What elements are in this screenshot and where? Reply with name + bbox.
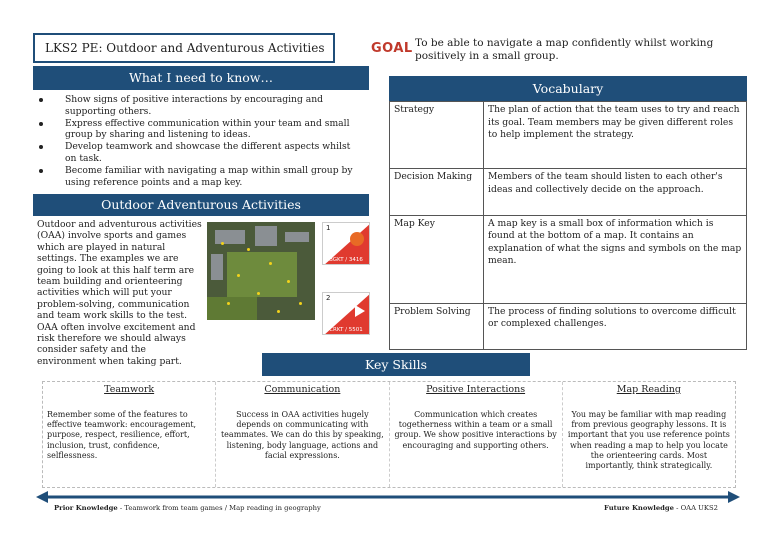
vocabulary-heading: Vocabulary	[389, 76, 747, 101]
card-code: CRKT / 5501	[329, 327, 363, 333]
list-item	[33, 118, 363, 141]
oaa-description: Outdoor and adventurous activities (OAA) involve sports and games which are played in natural settings. The examples we are going to look at this half term are team building and orienteering activities which will put your problem-solving, communication and team work skills to the test. OAA often involve excitement and risk therefore we should always consider safety and the environment when taking part.	[37, 219, 202, 367]
future-knowledge	[604, 504, 718, 512]
table-row	[390, 102, 747, 169]
card-code: BGKT / 3416	[329, 257, 363, 263]
bullet-icon	[39, 122, 43, 126]
bullet-icon	[39, 145, 43, 149]
need-to-know-list	[33, 94, 363, 189]
skill-title: Communication	[264, 384, 341, 395]
card-number: 2	[326, 294, 331, 302]
skill-title: Positive Interactions	[426, 384, 526, 395]
bullet-icon	[39, 98, 43, 102]
list-item-text: Express effective communication within your team and small group by sharing and listening to ideas.	[65, 117, 350, 141]
list-item	[33, 141, 363, 164]
skill-text: Communication which creates togetherness within a team or a small group. We show positive interactions by encouraging and supporting others.	[394, 410, 557, 450]
skill-text: Success in OAA activities hugely depends on communicating with teammates. We can do this by speaking, listening, body language, actions and facial expressions.	[220, 410, 384, 460]
skill-positive-interactions	[390, 382, 563, 487]
orienteering-card	[322, 222, 370, 265]
table-row	[390, 215, 747, 303]
skill-communication	[216, 382, 389, 487]
list-item-text: Show signs of positive interactions by encouraging and supporting others.	[65, 94, 324, 117]
page-title: LKS2 PE: Outdoor and Adventurous Activities	[33, 33, 335, 63]
skill-title: Teamwork	[104, 384, 155, 395]
vocab-term: Decision Making	[390, 169, 484, 215]
goal-statement: To be able to navigate a map confidently whilst working positively in a small group.	[415, 37, 714, 62]
card-number: 1	[326, 224, 331, 232]
list-item	[33, 94, 363, 117]
vocab-definition: The process of finding solutions to overcome difficult or complexed challenges.	[484, 303, 747, 349]
bullet-icon	[39, 169, 43, 173]
need-to-know-heading: What I need to know…	[33, 66, 369, 90]
vocab-definition: Members of the team should listen to each other's ideas and collectively decide on the approach.	[484, 169, 747, 215]
list-item-text: Become familiar with navigating a map within small group by using reference points and a map key.	[65, 165, 353, 188]
vocabulary-table	[389, 101, 747, 350]
skill-text: You may be familiar with map reading from previous geography lessons. It is important that you use reference points when reading a map to help you locate the orienteering cards. Most importantly, think strategically.	[567, 410, 730, 471]
orienteering-card	[322, 292, 370, 335]
vocab-term: Problem Solving	[390, 303, 484, 349]
vocab-term: Map Key	[390, 215, 484, 303]
vocab-term: Strategy	[390, 102, 484, 169]
oaa-heading: Outdoor Adventurous Activities	[33, 194, 369, 216]
key-skills-heading: Key Skills	[262, 353, 530, 376]
vocab-definition: A map key is a small box of information which is found at the bottom of a map. It contains an explanation of what the signs and symbols on the map mean.	[484, 215, 747, 303]
skill-map-reading	[563, 382, 735, 487]
goal-logo	[371, 41, 413, 59]
prior-knowledge-label: Prior Knowledge	[54, 504, 118, 512]
future-knowledge-label: Future Knowledge	[604, 504, 674, 512]
goal-logo-text: GOAL	[371, 41, 413, 56]
skill-teamwork	[43, 382, 216, 487]
table-row	[390, 303, 747, 349]
vocab-definition: The plan of action that the team uses to try and reach its goal. Team members may be given different roles to help implement the strategy.	[484, 102, 747, 169]
list-item	[33, 165, 363, 188]
future-knowledge-text: - OAA UKS2	[676, 504, 718, 512]
list-item-text: Develop teamwork and showcase the different aspects whilst on task.	[65, 141, 351, 164]
table-row	[390, 169, 747, 215]
knowledge-timeline-arrow-icon	[36, 490, 740, 504]
aerial-map-image	[207, 222, 315, 320]
skill-title: Map Reading	[616, 384, 681, 395]
key-skills-panel	[42, 381, 736, 488]
prior-knowledge-text: - Teamwork from team games / Map reading in geography	[119, 504, 321, 512]
skill-text: Remember some of the features to effective teamwork: encouragement, purpose, respect, resilience, effort, inclusion, trust, confidence, selflessness.	[47, 410, 197, 460]
prior-knowledge	[54, 504, 321, 512]
